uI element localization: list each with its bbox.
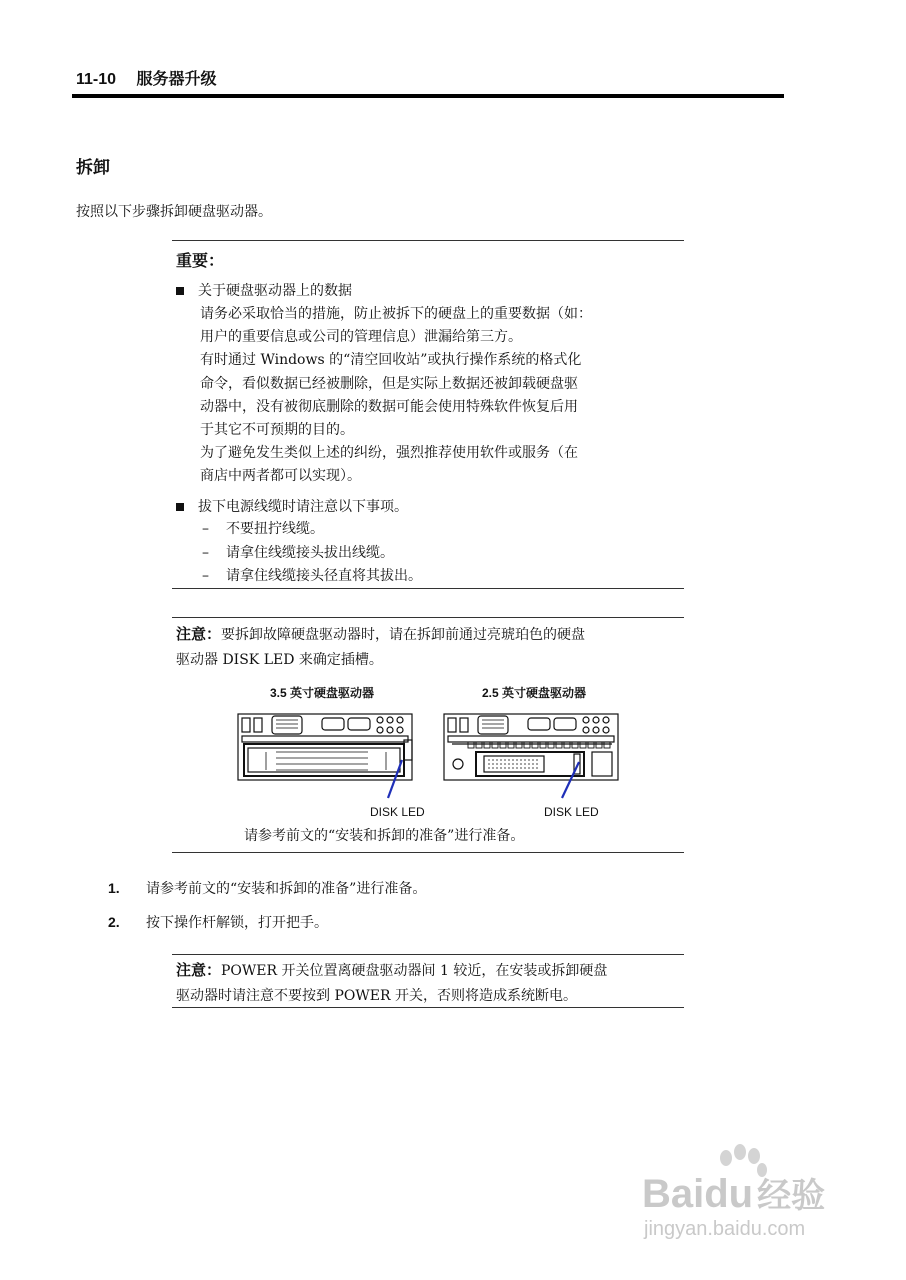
chassis-3-5-inch (238, 714, 412, 780)
dash-mark: – (202, 544, 209, 561)
step-number: 1. (108, 880, 120, 896)
bullet-1-body (200, 303, 686, 489)
figure-caption: 请参考前文的“安装和拆卸的准备”进行准备。 (244, 828, 525, 844)
disk-led-label-left: DISK LED (370, 805, 425, 819)
dash-mark: – (202, 568, 209, 584)
page-number: 11-10 (76, 71, 117, 88)
page-header (76, 66, 217, 89)
step-2 (108, 912, 328, 932)
bullet-1-line: 于其它不可预期的目的。 (200, 422, 354, 439)
step-text: 请参考前文的“安装和拆卸的准备”进行准备。 (146, 881, 427, 897)
important-bullet-2 (176, 496, 408, 518)
bullet-1-title: 关于硬盘驱动器上的数据 (198, 283, 352, 299)
disk-led-pointer-left (388, 760, 402, 798)
bullet-square-icon (176, 503, 184, 511)
bullet-1-line: 为了避免发生类似上述的纠纷，强烈推荐使用软件或服务（在 (200, 445, 578, 462)
bullet-1-line: 商店中两者都可以实现）。 (200, 468, 361, 485)
drive-bay-figure (236, 710, 620, 806)
caution-2-line-2: 驱动器时请注意不要按到 POWER 开关，否则将造成系统断电。 (176, 988, 577, 1004)
step-text: 按下操作杆解锁，打开把手。 (146, 915, 328, 931)
watermark-brand: Baidu (642, 1172, 754, 1216)
bullet-1-line: 请务必采取恰当的措施，防止被拆下的硬盘上的重要数据（如： (200, 306, 592, 322)
bullet-square-icon (176, 287, 184, 295)
bullet-1-line: 命令，看似数据已经被删除，但是实际上数据还被卸载硬盘驱 (200, 375, 578, 392)
bullet-2-list (202, 518, 422, 589)
caution-1-line-2: 驱动器 DISK LED 来确定插槽。 (176, 652, 383, 668)
important-title: 重要： (176, 251, 225, 270)
caution-1-text (176, 622, 686, 673)
section-intro: 按照以下步骤拆卸硬盘驱动器。 (76, 204, 272, 220)
dash-item: – 不要扭拧线缆。 (202, 518, 422, 542)
step-number: 2. (108, 914, 120, 930)
caution-2-label: 注意： (176, 961, 222, 979)
chapter-title: 服务器升级 (136, 71, 217, 88)
caution-2-text (176, 958, 686, 1009)
important-bullet-1 (176, 280, 352, 302)
caution-1-label: 注意： (176, 625, 222, 643)
watermark-product: 经验 (757, 1177, 826, 1215)
bullet-1-line: 用户的重要信息或公司的管理信息）泄漏给第三方。 (200, 329, 522, 346)
disk-led-label-right: DISK LED (544, 805, 599, 819)
bullet-2-title: 拔下电源线缆时请注意以下事项。 (198, 499, 408, 515)
watermark-url: jingyan.baidu.com (644, 1218, 806, 1240)
section-title: 拆卸 (76, 158, 110, 177)
caution-2-line-1: POWER 开关位置离硬盘驱动器间 1 较近，在安装或拆卸硬盘 (221, 963, 608, 979)
dash-item: – 请拿住线缆接头拔出线缆。 (202, 542, 422, 566)
bullet-1-line: 动器中，没有被彻底删除的数据可能会使用特殊软件恢复后用 (200, 398, 578, 415)
figure-right-label: 2.5 英寸硬盘驱动器 (482, 686, 587, 700)
dash-item: – 请拿住线缆接头径直将其拔出。 (202, 565, 422, 589)
caution-1-line-1: 要拆卸故障硬盘驱动器时，请在拆卸前通过亮琥珀色的硬盘 (221, 627, 586, 643)
step-1 (108, 878, 426, 898)
figure-left-label: 3.5 英寸硬盘驱动器 (270, 686, 375, 700)
dash-mark: – (202, 521, 209, 537)
header-rule (72, 94, 784, 98)
bullet-1-line: 有时通过 Windows 的“清空回收站”或执行操作系统的格式化 (200, 352, 582, 369)
chassis-2-5-inch (444, 714, 618, 780)
